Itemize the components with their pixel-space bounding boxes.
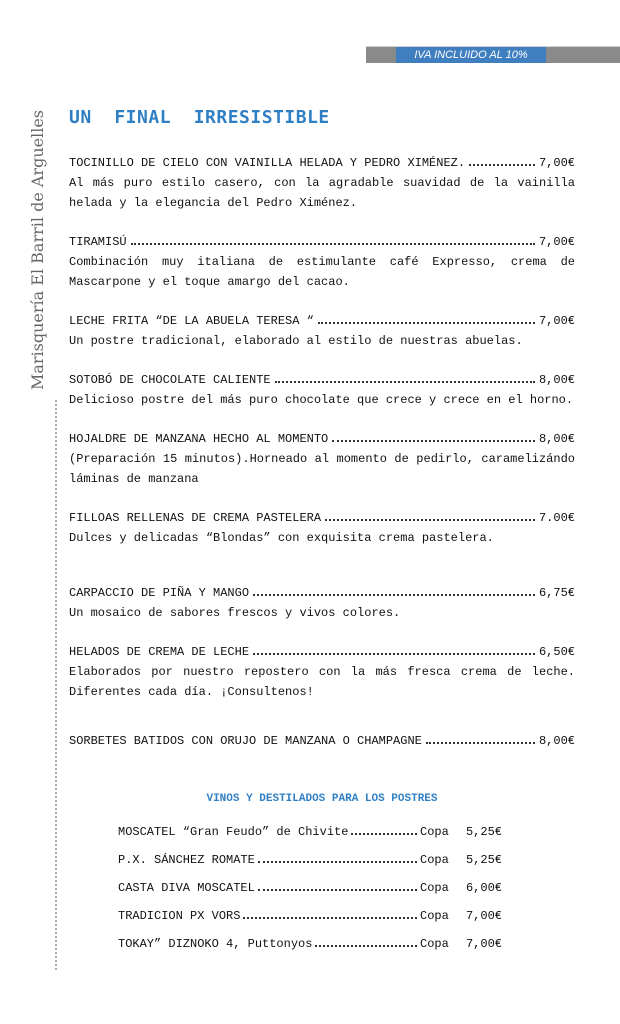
dessert-price: 7.00€ [538,511,575,525]
leader-dots [253,580,535,596]
leader-dots [131,229,535,245]
leader-dots [243,903,417,919]
dessert-list [69,150,575,767]
dessert-description: (Preparación 15 minutos).Horneado al momento de pedirlo, caramelizándo láminas de manzana [69,452,575,486]
dessert-description: Un postre tradicional, elaborado al estilo de nuestras abuelas. [69,334,523,348]
dessert-price: 8,00€ [538,432,575,446]
dessert-description: Al más puro estilo casero, con la agradable suavidad de la vainilla helada y la elegancia del Pedro Ximénez. [69,176,575,210]
page-title: UN FINAL IRRESISTIBLE [69,107,330,128]
wine-name: CASTA DIVA MOSCATEL [118,881,255,895]
dessert-item [69,308,575,351]
dessert-item [69,639,575,702]
leader-dots [275,367,535,383]
dessert-name: HELADOS DE CREMA DE LECHE [69,645,250,659]
dessert-name: CARPACCIO DE PIÑA Y MANGO [69,586,250,600]
leader-dots [258,847,417,863]
dessert-item [69,367,575,410]
wine-unit: Copa [420,881,449,895]
leader-dots [332,426,535,442]
leader-dots [315,931,417,947]
wine-unit: Copa [420,909,449,923]
dessert-description: Un mosaico de sabores frescos y vivos colores. [69,606,401,620]
side-divider [55,400,57,970]
dessert-name: TOCINILLO DE CIELO CON VAINILLA HELADA Y PEDRO XIMÉNEZ. [69,156,466,170]
dessert-description: Dulces y delicadas “Blondas” con exquisita crema pastelera. [69,531,494,545]
dessert-item [69,150,575,213]
dessert-name: HOJALDRE DE MANZANA HECHO AL MOMENTO [69,432,329,446]
wine-list [118,818,502,958]
wine-price: 5,25€ [465,825,502,839]
wine-price: 5,25€ [465,853,502,867]
dessert-name: SOTOBÓ DE CHOCOLATE CALIENTE [69,373,271,387]
dessert-name: LECHE FRITA “DE LA ABUELA TERESA “ [69,314,314,328]
dessert-item [69,505,575,548]
wine-item [118,874,502,902]
dessert-price: 6,50€ [538,645,575,659]
wine-item [118,930,502,958]
dessert-description: Elaborados por nuestro repostero con la más fresca crema de leche. Diferentes cada día. ¡Consultenos! [69,665,575,699]
restaurant-name-vertical: Marisquería El Barril de Arguelles [28,109,47,391]
dessert-item [69,426,575,489]
dessert-price: 7,00€ [538,314,575,328]
wine-name: P.X. SÁNCHEZ ROMATE [118,853,255,867]
wine-price: 7,00€ [465,909,502,923]
wine-unit: Copa [420,853,449,867]
wine-name: MOSCATEL “Gran Feudo” de Chivite [118,825,349,839]
leader-dots [426,728,535,744]
dessert-name: SORBETES BATIDOS CON ORUJO DE MANZANA O CHAMPAGNE [69,734,422,748]
iva-banner-text: IVA INCLUIDO AL 10% [396,47,546,63]
iva-banner [366,46,620,63]
leader-dots [325,505,535,521]
dessert-item [69,728,575,751]
dessert-price: 6,75€ [538,586,575,600]
wine-item [118,846,502,874]
leader-dots [258,875,417,891]
leader-dots [351,819,417,835]
dessert-description: Combinación muy italiana de estimulante café Expresso, crema de Mascarpone y el toque amargo del cacao. [69,255,575,289]
dessert-item [69,229,575,292]
dessert-name: FILLOAS RELLENAS DE CREMA PASTELERA [69,511,322,525]
dessert-price: 8,00€ [538,734,575,748]
dessert-price: 8,00€ [538,373,575,387]
dessert-item [69,580,575,623]
dessert-name: TIRAMISÚ [69,235,127,249]
leader-dots [318,308,535,324]
dessert-description: Delicioso postre del más puro chocolate que crece y crece en el horno. [69,393,574,407]
leader-dots [469,150,535,166]
wines-section-title: VINOS Y DESTILADOS PARA LOS POSTRES [206,793,438,805]
wine-name: TRADICION PX VORS [118,909,241,923]
wine-item [118,818,502,846]
dessert-price: 7,00€ [538,235,575,249]
wine-name: TOKAY” DIZNOKO 4, Puttonyos [118,937,313,951]
wine-unit: Copa [420,937,449,951]
leader-dots [253,639,535,655]
wine-price: 6,00€ [465,881,502,895]
dessert-price: 7,00€ [538,156,575,170]
wine-unit: Copa [420,825,449,839]
wine-price: 7,00€ [465,937,502,951]
wine-item [118,902,502,930]
